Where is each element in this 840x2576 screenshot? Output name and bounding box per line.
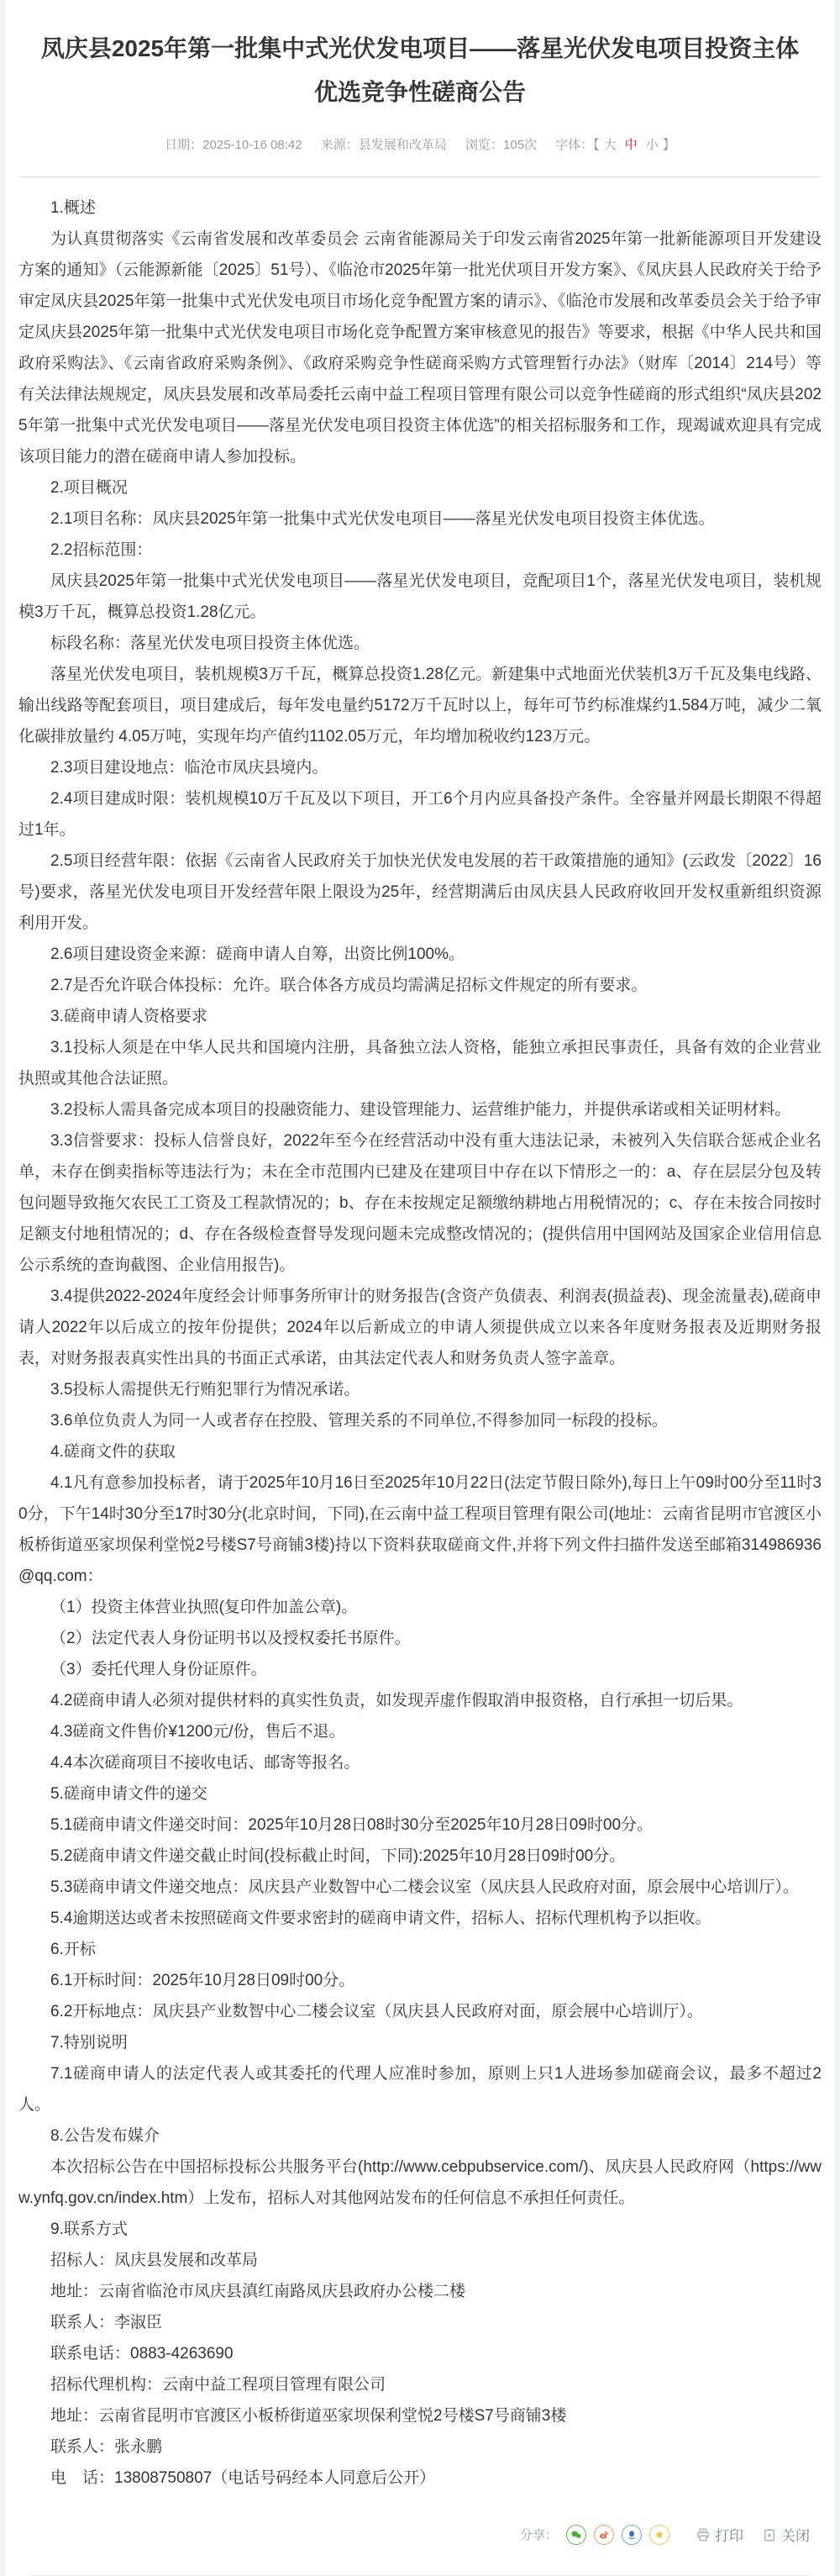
paragraph: 2.2招标范围：	[50, 541, 153, 559]
paragraph: 4.磋商文件的获取	[50, 1443, 176, 1461]
paragraph: 2.项目概况	[50, 479, 128, 497]
share-label: 分享：	[519, 2528, 558, 2542]
paragraph: 凤庆县2025年第一批集中式光伏发电项目——落星光伏发电项目，竞配项目1个，落星光伏发电项目，装机规模3万千瓦，概算总投资1.28亿元。	[18, 572, 822, 621]
printer-icon	[696, 2527, 711, 2542]
paragraph: 本次招标公告在中国招标投标公共服务平台(http://www.cebpubservice.com/)、凤庆县人民政府网（https://www.ynfq.gov.cn/index.htm）上发布，招标人对其他网站发布的任何信息不承担任何责任。	[18, 2158, 822, 2207]
paragraph: 6.开标	[50, 1941, 96, 1958]
paragraph: 招标人：凤庆县发展和改革局	[50, 2252, 259, 2269]
paragraph: 3.磋商申请人资格要求	[50, 1008, 207, 1025]
paragraph: 5.1磋商申请文件递交时间：2025年10月28日08时30分至2025年10月28日09时00分。	[50, 1816, 654, 1834]
paragraph: 2.5项目经营年限：依据《云南省人民政府关于加快光伏发电发展的若干政策措施的通知》(云政发〔2022〕16号)要求，落星光伏发电项目开发经营年限上限设为25年，经营期满后由凤庆县人民政府收回开发权重新组织资源利用开发。	[18, 852, 822, 932]
paragraph: 7.1磋商申请人的法定代表人或其委托的代理人应准时参加，原则上只1人进场参加磋商会议，最多不超过2人。	[18, 2065, 822, 2114]
qq-share-icon[interactable]	[622, 2525, 642, 2545]
paragraph: 联系人：张永鹏	[50, 2438, 163, 2456]
weibo-share-icon[interactable]	[594, 2525, 614, 2545]
publish-date-value: 2025-10-16 08:42	[202, 138, 302, 152]
paragraph: （2）法定代表人身份证明书以及授权委托书原件。	[50, 1630, 411, 1647]
close-label: 关闭	[781, 2528, 810, 2544]
print-label: 打印	[715, 2528, 743, 2544]
paragraph: 1.概述	[50, 199, 96, 217]
paragraph: 5.磋商申请文件的递交	[50, 1785, 207, 1803]
paragraph: （1）投资主体营业执照(复印件加盖公章)。	[50, 1599, 358, 1616]
paragraph: 3.5投标人需提供无行贿犯罪行为情况承诺。	[50, 1381, 360, 1399]
source-label: 来源：	[320, 138, 359, 152]
publish-date	[165, 138, 302, 152]
font-size-control	[555, 138, 675, 152]
paragraph: 3.3信誉要求：投标人信誉良好，2022年至今在经营活动中没有重大违法记录，未被列入失信联合惩戒企业名单，未存在倒卖指标等违法行为；未在全市范围内已建及在建项目中存在以下情形之一的：a、存在层层分包及转包问题导致拖欠农民工工资及工程款情况的；b、存在未按规定足额缴纳耕地占用税情况的；c、存在未按合同按时足额支付地租情况的；d、存在各级检查督导发现问题未完成整改情况的；(提供信用中国网站及国家企业信用信息公示系统的查询截图、企业信用报告)。	[18, 1132, 822, 1274]
announcement-page	[6, 0, 834, 2576]
source-value: 县发展和改革局	[358, 138, 447, 152]
paragraph: 8.公告发布媒介	[50, 2127, 160, 2145]
paragraph: 9.联系方式	[50, 2220, 128, 2238]
font-size-label: 字体：	[555, 138, 594, 152]
paragraph: 2.6项目建设资金来源：磋商申请人自筹，出资比例100%。	[50, 946, 465, 963]
view-count-label: 浏览：	[465, 138, 504, 152]
paragraph: 电 话：13808750807（电话号码经本人同意后公开）	[50, 2469, 436, 2487]
page-title: 凤庆县2025年第一批集中式光伏发电项目——落星光伏发电项目投资主体优选竞争性磋商公告	[40, 35, 800, 105]
paragraph: 4.1凡有意参加投标者，请于2025年10月16日至2025年10月22日(法定节假日除外),每日上午09时00分至11时30分，下午14时30分至17时30分(北京时间，下同),在云南中益工程项目管理有限公司(地址：云南省昆明市官渡区小板桥街道巫家坝保利堂悦2号楼S7号商铺3楼)持以下资料获取磋商文件,并将下列文件扫描件发送至邮箱314986936@qq.com：	[18, 1474, 822, 1585]
view-count-value: 105次	[503, 138, 538, 152]
paragraph: 4.2磋商申请人必须对提供材料的真实性负责，如发现弄虚作假取消申报资格，自行承担一切后果。	[50, 1692, 743, 1709]
paragraph: 3.1投标人须是在中华人民共和国境内注册，具备独立法人资格，能独立承担民事责任，具备有效的企业营业执照或其他合法证照。	[18, 1039, 822, 1088]
paragraph: 2.3项目建设地点：临沧市凤庆县境内。	[50, 759, 328, 777]
paragraph: 6.1开标时间：2025年10月28日09时00分。	[50, 1972, 355, 1989]
font-size-bracket-close: 】	[662, 138, 675, 152]
close-button[interactable]	[762, 2524, 810, 2545]
publish-date-label: 日期：	[165, 138, 203, 152]
paragraph: 地址：云南省昆明市官渡区小板桥街道巫家坝保利堂悦2号楼S7号商铺3楼	[50, 2407, 567, 2425]
paragraph: 地址：云南省临沧市凤庆县滇红南路凤庆县政府办公楼二楼	[50, 2283, 466, 2300]
paragraph: 5.3磋商申请文件递交地点：凤庆县产业数智中心二楼会议室（凤庆县人民政府对面，原会展中心培训厅）。	[50, 1878, 799, 1896]
meta-bar	[18, 136, 822, 155]
paragraph: 为认真贯彻落实《云南省发展和改革委员会 云南省能源局关于印发云南省2025年第一批新能源项目开发建设方案的通知》（云能源新能〔2025〕51号）、《临沧市2025年第一批光伏项目开发方案》、《凤庆县人民政府关于给予审定凤庆县2025年第一批集中式光伏发电项目市场化竞争配置方案的请示》、《临沧市发展和改革委员会关于给予审定凤庆县2025年第一批集中式光伏发电项目市场化竞争配置方案审核意见的报告》等要求，根据《中华人民共和国政府采购法》、《云南省政府采购条例》、《政府采购竞争性磋商采购方式管理暂行办法》（财库〔2014〕214号）等有关法律法规规定，凤庆县发展和改革局委托云南中益工程项目管理有限公司以竞争性磋商的形式组织“凤庆县2025年第一批集中式光伏发电项目——落星光伏发电项目投资主体优选”的相关招标服务和工作，现竭诚欢迎具有完成该项目能力的潜在磋商申请人参加投标。	[18, 230, 822, 466]
paragraph: 5.4逾期送达或者未按照磋商文件要求密封的磋商申请文件，招标人、招标代理机构予以拒收。	[50, 1910, 711, 1927]
paragraph: （3）委托代理人身份证原件。	[50, 1661, 267, 1678]
paragraph: 联系人：李淑臣	[50, 2314, 163, 2331]
paragraph: 落星光伏发电项目，装机规模3万千瓦，概算总投资1.28亿元。新建集中式地面光伏装机3万千瓦及集电线路、输出线路等配套项目，项目建成后，每年发电量约5172万千瓦时以上，每年可节约标准煤约1.584万吨，减少二氧化碳排放量约 4.05万吨，实现年均产值约1102.05万元，年均增加税收约123万元。	[18, 666, 822, 745]
paragraph: 联系电话：0883-4263690	[50, 2345, 234, 2363]
paragraph: 3.2投标人需具备完成本项目的投融资能力、建设管理能力、运营维护能力，并提供承诺或相关证明材料。	[50, 1101, 791, 1119]
paragraph: 5.2磋商申请文件递交截止时间(投标截止时间，下同):2025年10月28日09时00分。	[50, 1847, 626, 1865]
wechat-share-icon[interactable]	[566, 2525, 586, 2545]
close-icon	[762, 2527, 777, 2542]
favorite-star-icon[interactable]	[649, 2525, 669, 2545]
paragraph: 2.4项目建成时限：装机规模10万千瓦及以下项目，开工6个月内应具备投产条件。全容量并网最长期限不得超过1年。	[18, 790, 822, 839]
font-size-bracket-open: 【	[593, 138, 600, 152]
view-count	[465, 138, 537, 152]
paragraph: 标段名称：落星光伏发电项目投资主体优选。	[50, 635, 370, 652]
paragraph: 3.6单位负责人为同一人或者存在控股、管理关系的不同单位,不得参加同一标段的投标。	[50, 1412, 668, 1430]
paragraph: 4.4本次磋商项目不接收电话、邮寄等报名。	[50, 1754, 360, 1772]
font-size-large-button[interactable]: 大	[603, 138, 617, 152]
source	[321, 138, 447, 152]
article-body	[18, 177, 822, 2494]
paragraph: 7.特别说明	[50, 2034, 128, 2052]
paragraph: 2.1项目名称：凤庆县2025年第一批集中式光伏发电项目——落星光伏发电项目投资主体优选。	[50, 510, 715, 528]
footer-toolbar	[18, 2524, 822, 2545]
font-size-small-button[interactable]: 小	[645, 138, 659, 152]
paragraph: 6.2开标地点：凤庆县产业数智中心二楼会议室（凤庆县人民政府对面，原会展中心培训厅）。	[50, 2003, 703, 2020]
paragraph: 3.4提供2022-2024年度经会计师事务所审计的财务报告(含资产负债表、利润表(损益表)、现金流量表),磋商申请人2022年以后成立的按年份提供；2024年以后新成立的申请人须提供成立以来各年度财务报表及近期财务报表，对财务报表真实性出具的书面正式承诺，由其法定代表人和财务负责人签字盖章。	[18, 1288, 822, 1367]
paragraph: 4.3磋商文件售价¥1200元/份，售后不退。	[50, 1723, 345, 1741]
paragraph: 招标代理机构：云南中益工程项目管理有限公司	[50, 2376, 386, 2394]
paragraph: 2.7是否允许联合体投标：允许。联合体各方成员均需满足招标文件规定的所有要求。	[50, 977, 648, 994]
print-button[interactable]	[696, 2524, 743, 2545]
font-size-medium-button[interactable]: 中	[624, 138, 638, 152]
